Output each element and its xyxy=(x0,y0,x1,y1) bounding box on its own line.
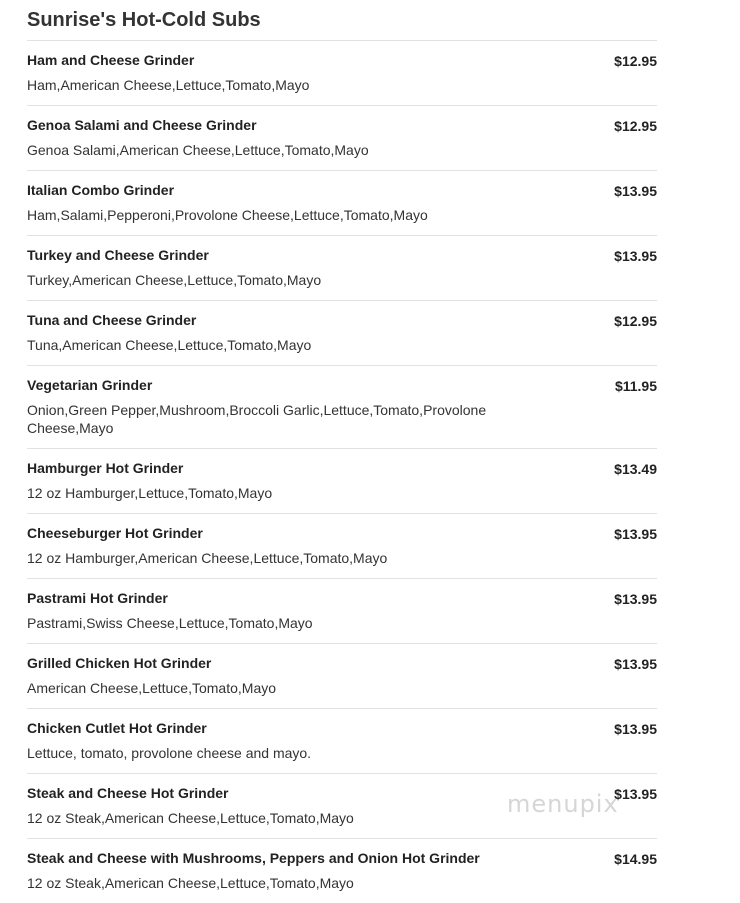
item-description: Ham,Salami,Pepperoni,Provolone Cheese,Lettuce,Tomato,Mayo xyxy=(27,207,428,223)
menu-item[interactable] xyxy=(27,644,657,709)
item-price: $13.95 xyxy=(614,591,657,607)
item-name: Pastrami Hot Grinder xyxy=(27,590,168,606)
menu-item[interactable] xyxy=(27,366,657,449)
item-description: American Cheese,Lettuce,Tomato,Mayo xyxy=(27,680,277,696)
menu-item[interactable] xyxy=(27,514,657,579)
item-name: Grilled Chicken Hot Grinder xyxy=(27,655,212,671)
menu-item[interactable] xyxy=(27,449,657,514)
menu-item[interactable] xyxy=(27,106,657,171)
item-name: Genoa Salami and Cheese Grinder xyxy=(27,117,257,133)
menu-item[interactable] xyxy=(27,236,657,301)
menu-section xyxy=(27,0,657,903)
item-description: Lettuce, tomato, provolone cheese and mayo. xyxy=(27,745,312,761)
item-description: Onion,Green Pepper,Mushroom,Broccoli Garlic,Lettuce,Tomato,Provolone Cheese,Mayo xyxy=(27,402,487,436)
item-price: $13.95 xyxy=(614,248,657,264)
menu-item[interactable] xyxy=(27,709,657,774)
item-description: 12 oz Steak,American Cheese,Lettuce,Tomato,Mayo xyxy=(27,810,354,826)
item-price: $13.49 xyxy=(614,461,657,477)
item-name: Chicken Cutlet Hot Grinder xyxy=(27,720,207,736)
item-price: $13.95 xyxy=(614,656,657,672)
section-title: Sunrise's Hot-Cold Subs xyxy=(27,0,657,41)
item-price: $12.95 xyxy=(614,53,657,69)
item-price: $14.95 xyxy=(614,851,657,867)
item-description: 12 oz Hamburger,Lettuce,Tomato,Mayo xyxy=(27,485,273,501)
item-description: 12 oz Steak,American Cheese,Lettuce,Tomato,Mayo xyxy=(27,875,354,891)
item-name: Steak and Cheese with Mushrooms, Peppers and Onion Hot Grinder xyxy=(27,850,480,866)
item-price: $13.95 xyxy=(614,721,657,737)
item-price: $13.95 xyxy=(614,786,657,802)
menu-item[interactable] xyxy=(27,839,657,903)
item-description: Ham,American Cheese,Lettuce,Tomato,Mayo xyxy=(27,77,310,93)
item-name: Italian Combo Grinder xyxy=(27,182,175,198)
item-name: Turkey and Cheese Grinder xyxy=(27,247,209,263)
item-price: $13.95 xyxy=(614,526,657,542)
item-description: Pastrami,Swiss Cheese,Lettuce,Tomato,Mayo xyxy=(27,615,313,631)
item-name: Ham and Cheese Grinder xyxy=(27,52,195,68)
menu-item[interactable] xyxy=(27,579,657,644)
item-price: $12.95 xyxy=(614,313,657,329)
item-name: Hamburger Hot Grinder xyxy=(27,460,184,476)
menu-item[interactable] xyxy=(27,41,657,106)
menu-item[interactable] xyxy=(27,301,657,366)
item-name: Vegetarian Grinder xyxy=(27,377,153,393)
item-description: Tuna,American Cheese,Lettuce,Tomato,Mayo xyxy=(27,337,312,353)
menu-item-list xyxy=(27,41,657,903)
item-price: $11.95 xyxy=(614,378,657,394)
item-name: Steak and Cheese Hot Grinder xyxy=(27,785,229,801)
menupix-watermark: menupix xyxy=(507,790,619,818)
item-price: $13.95 xyxy=(614,183,657,199)
item-description: 12 oz Hamburger,American Cheese,Lettuce,Tomato,Mayo xyxy=(27,550,388,566)
item-price: $12.95 xyxy=(614,118,657,134)
menu-item[interactable] xyxy=(27,171,657,236)
item-description: Genoa Salami,American Cheese,Lettuce,Tomato,Mayo xyxy=(27,142,369,158)
item-description: Turkey,American Cheese,Lettuce,Tomato,Mayo xyxy=(27,272,322,288)
item-name: Cheeseburger Hot Grinder xyxy=(27,525,203,541)
item-name: Tuna and Cheese Grinder xyxy=(27,312,197,328)
